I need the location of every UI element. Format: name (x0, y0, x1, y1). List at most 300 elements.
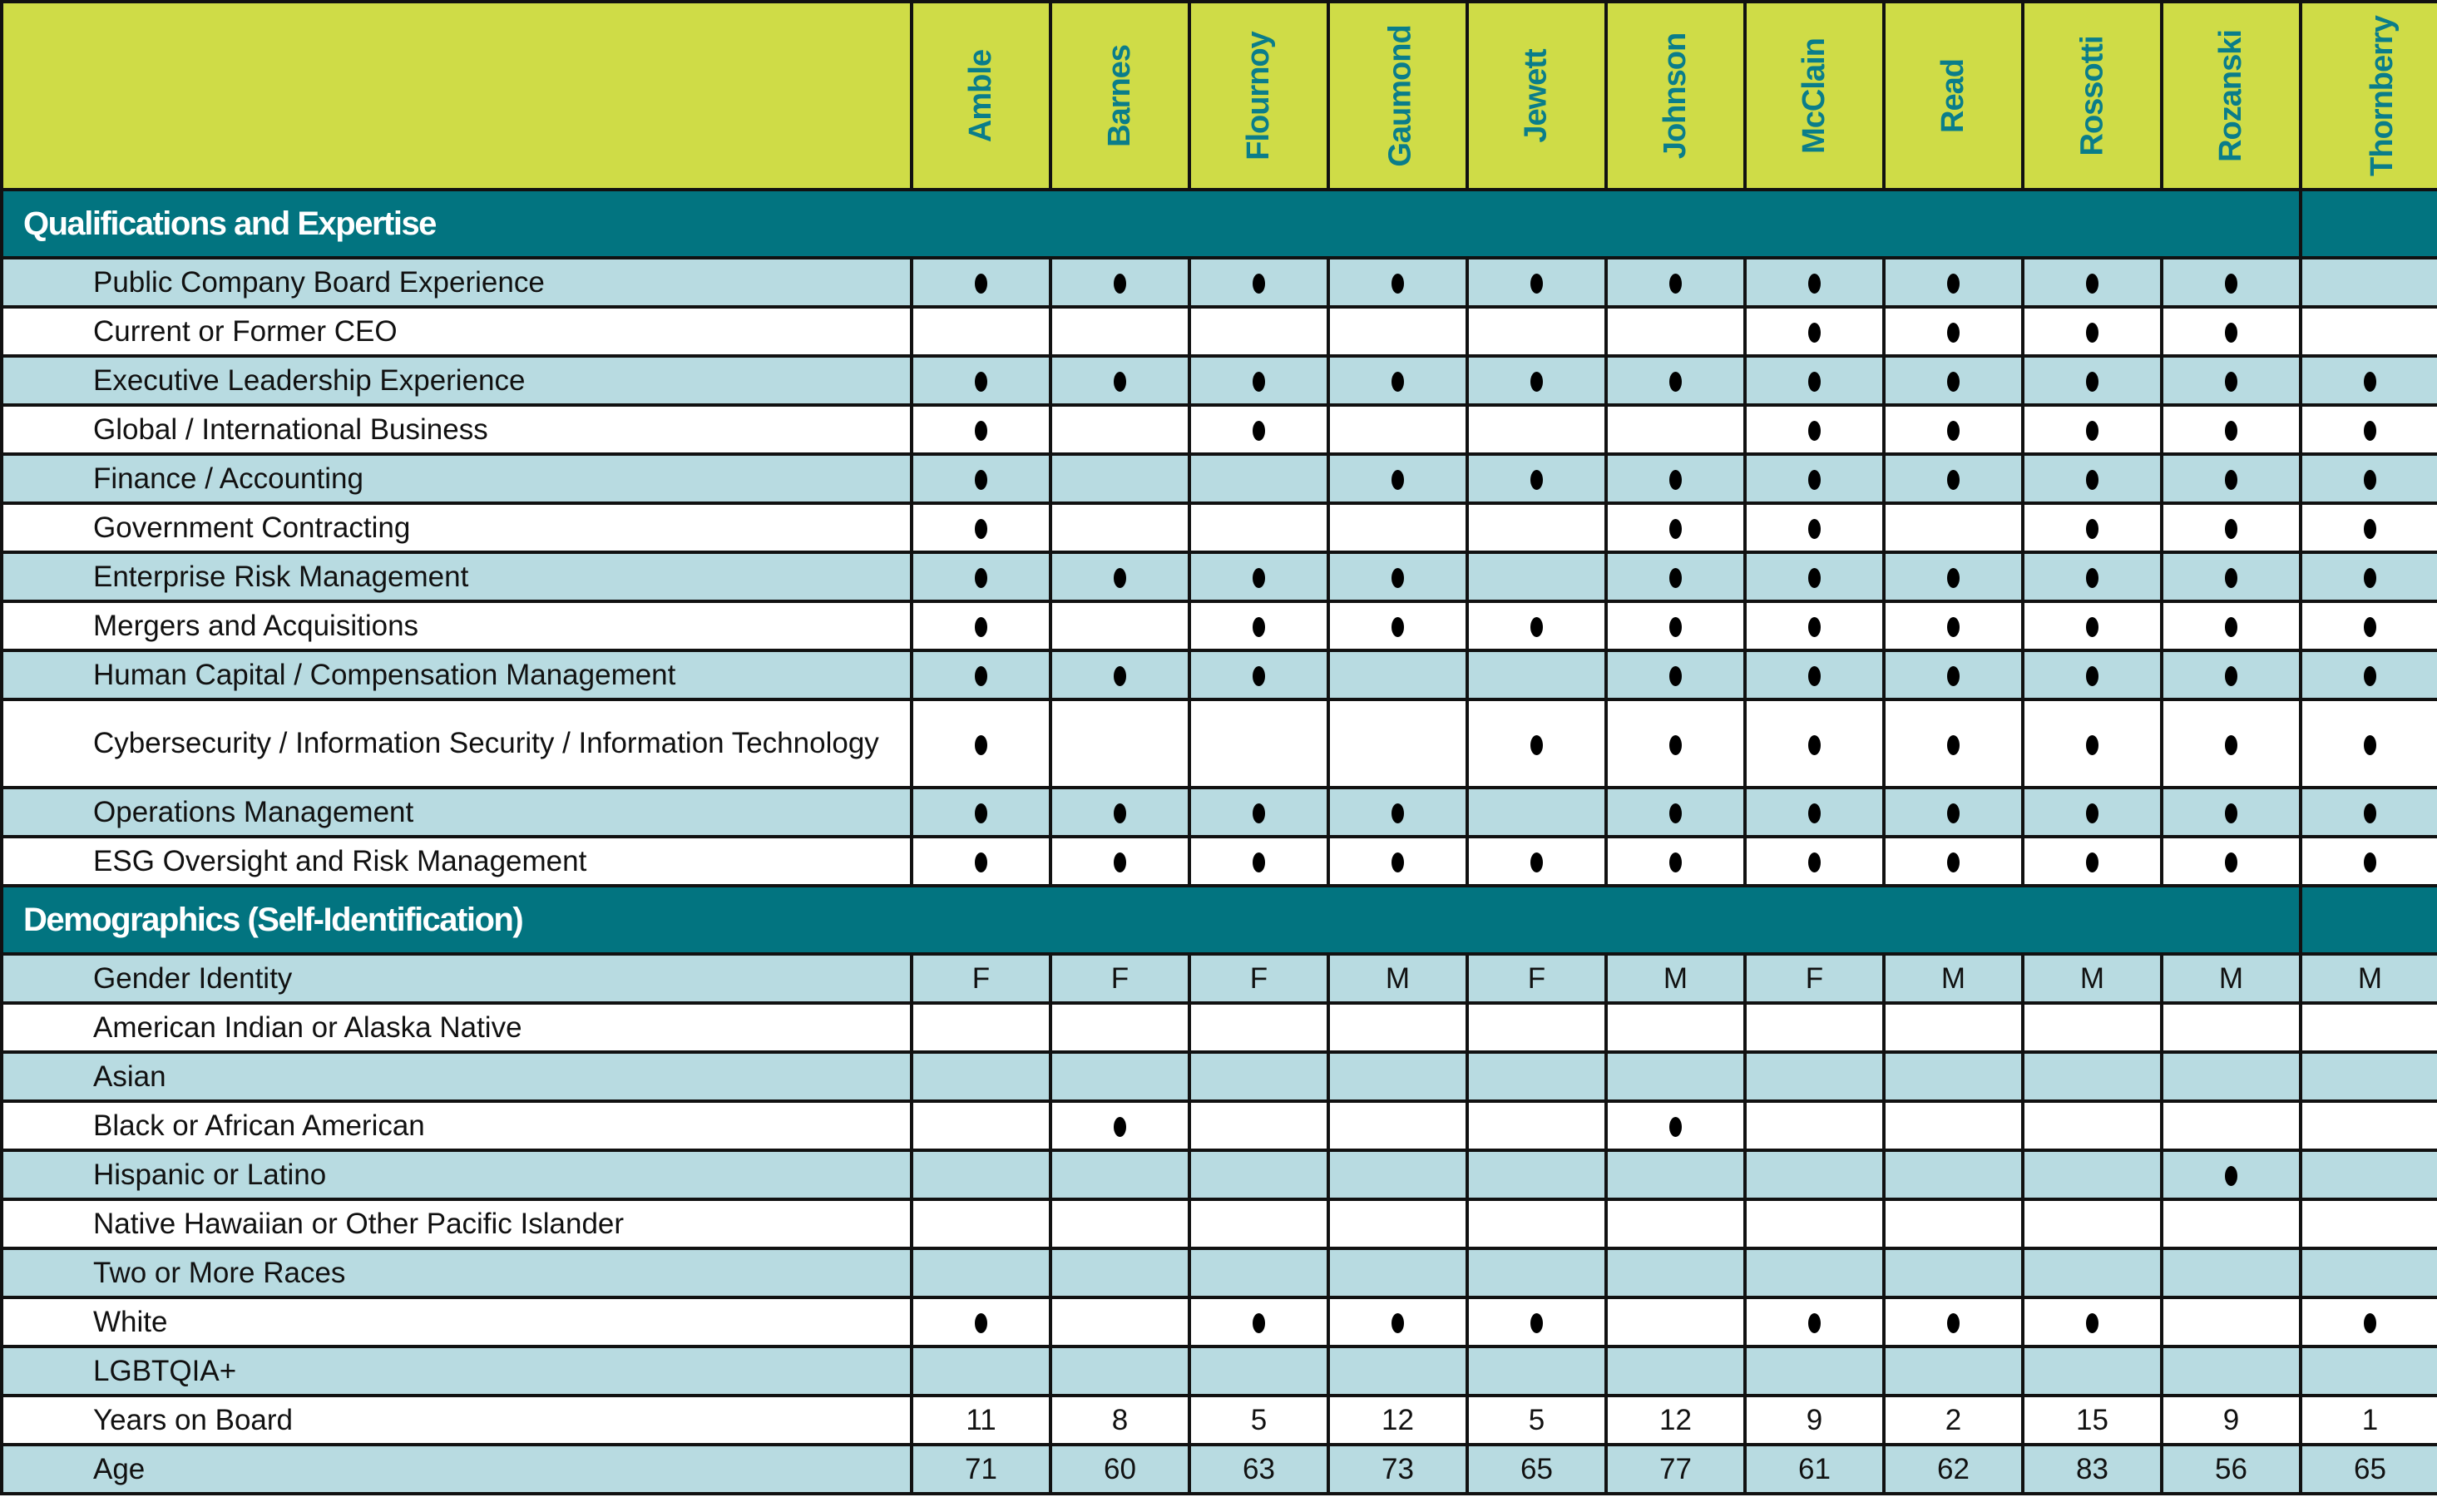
row-label: Mergers and Acquisitions (2, 601, 912, 650)
matrix-cell (1606, 552, 1745, 601)
matrix-cell (2023, 1297, 2162, 1346)
bullet-icon (975, 470, 987, 490)
bullet-icon (1669, 568, 1682, 588)
matrix-cell (1189, 503, 1328, 552)
matrix-cell (1606, 1297, 1745, 1346)
matrix-cell (912, 552, 1050, 601)
bullet-icon (2364, 735, 2376, 755)
bullet-icon (975, 617, 987, 637)
matrix-cell (1467, 405, 1606, 454)
table-row (2, 258, 2437, 307)
table-row (2, 454, 2437, 503)
matrix-cell (1884, 837, 2023, 886)
bullet-icon (1114, 372, 1126, 392)
row-label: Enterprise Risk Management (2, 552, 912, 601)
bullet-icon (2086, 735, 2098, 755)
bullet-icon (2225, 852, 2237, 872)
matrix-cell (2162, 650, 2301, 699)
member-name: Jewett (1519, 48, 1554, 143)
matrix-cell (2301, 1003, 2437, 1052)
matrix-cell (1050, 356, 1189, 405)
matrix-cell (1606, 1248, 1745, 1297)
matrix-cell (912, 356, 1050, 405)
member-name: Read (1935, 58, 1970, 133)
member-name: McClain (1796, 37, 1831, 154)
matrix-cell (1467, 1150, 1606, 1199)
matrix-cell (1745, 552, 1884, 601)
bullet-icon (2364, 852, 2376, 872)
bullet-icon (1669, 852, 1682, 872)
bullet-icon (975, 519, 987, 539)
matrix-cell (1467, 601, 1606, 650)
matrix-cell (2162, 837, 2301, 886)
matrix-cell (912, 1101, 1050, 1150)
matrix-cell (1884, 1101, 2023, 1150)
matrix-cell (1606, 1052, 1745, 1101)
bullet-icon (2086, 803, 2098, 823)
matrix-cell: F (1050, 954, 1189, 1003)
bullet-icon (1530, 852, 1543, 872)
section-header (2, 886, 2437, 954)
matrix-cell (1606, 1199, 1745, 1248)
matrix-cell (1050, 788, 1189, 837)
matrix-cell (1884, 503, 2023, 552)
row-label: Operations Management (2, 788, 912, 837)
bullet-icon (1808, 852, 1821, 872)
row-label: LGBTQIA+ (2, 1346, 912, 1396)
matrix-cell (2023, 405, 2162, 454)
matrix-cell (912, 307, 1050, 356)
row-label: American Indian or Alaska Native (2, 1003, 912, 1052)
bullet-icon (1530, 274, 1543, 294)
matrix-cell (1328, 788, 1467, 837)
bullet-icon (2225, 274, 2237, 294)
matrix-cell: 61 (1745, 1445, 1884, 1494)
matrix-cell (1884, 405, 2023, 454)
matrix-cell (1050, 1199, 1189, 1248)
matrix-cell (1884, 1248, 2023, 1297)
table-row (2, 356, 2437, 405)
matrix-cell (1606, 356, 1745, 405)
matrix-cell: M (2023, 954, 2162, 1003)
matrix-cell (2023, 788, 2162, 837)
matrix-cell (1189, 454, 1328, 503)
matrix-cell (1745, 1052, 1884, 1101)
matrix-cell (2301, 1052, 2437, 1101)
bullet-icon (1530, 735, 1543, 755)
table-row (2, 503, 2437, 552)
bullet-icon (1114, 666, 1126, 686)
matrix-cell (2023, 1150, 2162, 1199)
matrix-cell (2301, 258, 2437, 307)
row-label: Finance / Accounting (2, 454, 912, 503)
matrix-cell (1745, 405, 1884, 454)
bullet-icon (1253, 666, 1265, 686)
member-header (2301, 2, 2437, 190)
matrix-cell: 9 (1745, 1396, 1884, 1445)
matrix-cell (912, 258, 1050, 307)
matrix-cell (1745, 258, 1884, 307)
bullet-icon (1947, 852, 1960, 872)
matrix-cell (1884, 699, 2023, 788)
table-row (2, 1150, 2437, 1199)
row-label: Native Hawaiian or Other Pacific Islander (2, 1199, 912, 1248)
matrix-cell (1467, 356, 1606, 405)
matrix-cell (1328, 601, 1467, 650)
matrix-cell (1745, 601, 1884, 650)
matrix-cell (1050, 503, 1189, 552)
table-row (2, 1297, 2437, 1346)
member-name: Thornberry (2364, 15, 2400, 176)
bullet-icon (1392, 1313, 1404, 1333)
bullet-icon (1808, 323, 1821, 343)
bullet-icon (1669, 666, 1682, 686)
member-header (2162, 2, 2301, 190)
bullet-icon (2086, 421, 2098, 441)
matrix-cell (1606, 258, 1745, 307)
matrix-cell (1328, 454, 1467, 503)
bullet-icon (2225, 323, 2237, 343)
table-row (2, 1346, 2437, 1396)
table-row (2, 1248, 2437, 1297)
matrix-cell (1467, 1346, 1606, 1396)
matrix-cell (1606, 307, 1745, 356)
bullet-icon (1253, 372, 1265, 392)
matrix-cell: 1 (2301, 1396, 2437, 1445)
bullet-icon (1669, 735, 1682, 755)
member-name: Flournoy (1240, 31, 1276, 161)
matrix-cell (1189, 699, 1328, 788)
matrix-body (2, 190, 2437, 1494)
bullet-icon (1947, 735, 1960, 755)
matrix-cell (1328, 1199, 1467, 1248)
matrix-cell: M (1884, 954, 2023, 1003)
table-row (2, 954, 2437, 1003)
matrix-cell: 60 (1050, 1445, 1189, 1494)
matrix-cell (912, 454, 1050, 503)
matrix-cell (1606, 454, 1745, 503)
table-row (2, 1101, 2437, 1150)
matrix-cell (2301, 1346, 2437, 1396)
row-label: Global / International Business (2, 405, 912, 454)
matrix-cell (2301, 454, 2437, 503)
matrix-cell (1884, 1150, 2023, 1199)
matrix-cell (1189, 356, 1328, 405)
matrix-cell (2162, 1297, 2301, 1346)
matrix-cell (1050, 650, 1189, 699)
matrix-cell (2162, 1003, 2301, 1052)
matrix-cell (2301, 356, 2437, 405)
matrix-cell (912, 1297, 1050, 1346)
matrix-cell: 5 (1189, 1396, 1328, 1445)
bullet-icon (2086, 617, 2098, 637)
matrix-cell (2301, 601, 2437, 650)
bullet-icon (1808, 421, 1821, 441)
bullet-icon (2086, 1313, 2098, 1333)
matrix-cell (1467, 552, 1606, 601)
matrix-cell (2023, 1003, 2162, 1052)
bullet-icon (1669, 274, 1682, 294)
matrix-cell (2023, 356, 2162, 405)
matrix-cell (1189, 258, 1328, 307)
bullet-icon (2086, 274, 2098, 294)
matrix-cell (2162, 258, 2301, 307)
table-row (2, 788, 2437, 837)
matrix-cell (2301, 788, 2437, 837)
bullet-icon (1947, 803, 1960, 823)
bullet-icon (1808, 803, 1821, 823)
matrix-cell (1467, 1052, 1606, 1101)
matrix-cell: 8 (1050, 1396, 1189, 1445)
matrix-cell (1050, 1150, 1189, 1199)
bullet-icon (1392, 803, 1404, 823)
matrix-cell (1328, 258, 1467, 307)
matrix-cell (1606, 405, 1745, 454)
bullet-icon (2086, 666, 2098, 686)
matrix-cell (2301, 405, 2437, 454)
matrix-cell (1884, 1297, 2023, 1346)
row-label: Gender Identity (2, 954, 912, 1003)
matrix-cell: 15 (2023, 1396, 2162, 1445)
bullet-icon (1808, 372, 1821, 392)
matrix-cell (1606, 503, 1745, 552)
matrix-cell (2301, 552, 2437, 601)
matrix-cell (1050, 1346, 1189, 1396)
matrix-cell (1328, 1248, 1467, 1297)
row-label: Current or Former CEO (2, 307, 912, 356)
matrix-cell: M (1606, 954, 1745, 1003)
bullet-icon (2364, 519, 2376, 539)
bullet-icon (1392, 372, 1404, 392)
matrix-cell (2023, 1346, 2162, 1396)
matrix-cell (912, 1248, 1050, 1297)
matrix-cell (1467, 1003, 1606, 1052)
matrix-cell (2162, 307, 2301, 356)
matrix-cell: 65 (1467, 1445, 1606, 1494)
matrix-cell (1050, 307, 1189, 356)
bullet-icon (2225, 372, 2237, 392)
matrix-cell (1467, 650, 1606, 699)
matrix-cell (2162, 1199, 2301, 1248)
matrix-cell (2162, 1248, 2301, 1297)
matrix-cell (1745, 1101, 1884, 1150)
member-header (1189, 2, 1328, 190)
member-header (1745, 2, 1884, 190)
bullet-icon (1808, 1313, 1821, 1333)
matrix-cell (2301, 650, 2437, 699)
matrix-cell: 77 (1606, 1445, 1745, 1494)
matrix-cell: 12 (1328, 1396, 1467, 1445)
row-label: Government Contracting (2, 503, 912, 552)
section-title: Qualifications and Expertise (2, 190, 2301, 258)
bullet-icon (2364, 1313, 2376, 1333)
header-corner (2, 2, 912, 190)
bullet-icon (2225, 421, 2237, 441)
matrix-cell (2301, 1101, 2437, 1150)
table-row (2, 1052, 2437, 1101)
matrix-cell (1745, 356, 1884, 405)
matrix-cell (912, 788, 1050, 837)
matrix-cell (1467, 1101, 1606, 1150)
matrix-cell (2023, 1248, 2162, 1297)
matrix-cell (2162, 1346, 2301, 1396)
bullet-icon (2364, 666, 2376, 686)
table-row (2, 601, 2437, 650)
bullet-icon (1392, 852, 1404, 872)
matrix-cell (912, 1150, 1050, 1199)
matrix-cell: F (1745, 954, 1884, 1003)
bullet-icon (975, 274, 987, 294)
bullet-icon (975, 372, 987, 392)
matrix-cell (2162, 1101, 2301, 1150)
matrix-cell (2162, 454, 2301, 503)
member-header (1050, 2, 1189, 190)
row-label: Public Company Board Experience (2, 258, 912, 307)
table-row (2, 699, 2437, 788)
bullet-icon (975, 421, 987, 441)
matrix-cell (1745, 1297, 1884, 1346)
matrix-cell (1884, 307, 2023, 356)
matrix-cell (1884, 650, 2023, 699)
matrix-cell (1328, 405, 1467, 454)
matrix-cell (1189, 307, 1328, 356)
matrix-cell (1884, 356, 2023, 405)
member-name: Rozanski (2212, 29, 2248, 162)
row-label: White (2, 1297, 912, 1346)
matrix-cell (1328, 1150, 1467, 1199)
bullet-icon (1253, 1313, 1265, 1333)
matrix-cell: 11 (912, 1396, 1050, 1445)
matrix-cell (1606, 650, 1745, 699)
row-label: Human Capital / Compensation Management (2, 650, 912, 699)
matrix-cell (912, 601, 1050, 650)
row-label: Cybersecurity / Information Security / Information Technology (2, 699, 912, 788)
matrix-cell (1606, 1150, 1745, 1199)
matrix-cell (2023, 552, 2162, 601)
bullet-icon (1530, 1313, 1543, 1333)
matrix-cell (912, 699, 1050, 788)
matrix-cell (2023, 454, 2162, 503)
matrix-cell: 5 (1467, 1396, 1606, 1445)
matrix-cell: 2 (1884, 1396, 2023, 1445)
matrix-cell (1189, 1150, 1328, 1199)
matrix-cell (2162, 356, 2301, 405)
matrix-cell (1050, 1101, 1189, 1150)
matrix-cell (2301, 1150, 2437, 1199)
row-label: Black or African American (2, 1101, 912, 1150)
table-row (2, 837, 2437, 886)
matrix-cell (1328, 307, 1467, 356)
matrix-cell (2162, 699, 2301, 788)
matrix-cell (1467, 788, 1606, 837)
bullet-icon (2086, 519, 2098, 539)
table-row (2, 552, 2437, 601)
bullet-icon (1114, 568, 1126, 588)
matrix-cell (1884, 552, 2023, 601)
matrix-cell (1745, 307, 1884, 356)
matrix-cell: 83 (2023, 1445, 2162, 1494)
table-row (2, 307, 2437, 356)
matrix-cell (2301, 699, 2437, 788)
bullet-icon (2225, 1166, 2237, 1186)
bullet-icon (2086, 470, 2098, 490)
matrix-cell (912, 405, 1050, 454)
bullet-icon (2225, 735, 2237, 755)
bullet-icon (1947, 421, 1960, 441)
bullet-icon (975, 803, 987, 823)
matrix-cell (1467, 1199, 1606, 1248)
member-name: Rossotti (2074, 36, 2109, 156)
member-header (1467, 2, 1606, 190)
bullet-icon (1114, 852, 1126, 872)
matrix-cell (1884, 601, 2023, 650)
matrix-cell (1050, 837, 1189, 886)
matrix-cell (1189, 650, 1328, 699)
bullet-icon (1669, 617, 1682, 637)
table-row (2, 1396, 2437, 1445)
bullet-icon (1392, 470, 1404, 490)
matrix-cell: 63 (1189, 1445, 1328, 1494)
matrix-cell: M (2162, 954, 2301, 1003)
matrix-cell (1467, 1297, 1606, 1346)
row-label: Executive Leadership Experience (2, 356, 912, 405)
bullet-icon (1947, 666, 1960, 686)
matrix-cell (1745, 788, 1884, 837)
matrix-cell (2162, 788, 2301, 837)
row-label: Two or More Races (2, 1248, 912, 1297)
matrix-cell (1050, 454, 1189, 503)
bullet-icon (2086, 323, 2098, 343)
matrix-cell (1745, 1248, 1884, 1297)
table-row (2, 650, 2437, 699)
matrix-cell: M (1328, 954, 1467, 1003)
matrix-cell (1745, 837, 1884, 886)
matrix-cell (1189, 1199, 1328, 1248)
matrix-cell (912, 1199, 1050, 1248)
bullet-icon (1392, 617, 1404, 637)
bullet-icon (2225, 803, 2237, 823)
row-label: ESG Oversight and Risk Management (2, 837, 912, 886)
matrix-cell (1189, 1346, 1328, 1396)
bullet-icon (1808, 568, 1821, 588)
bullet-icon (1114, 1117, 1126, 1137)
matrix-cell (1467, 454, 1606, 503)
matrix-cell: F (912, 954, 1050, 1003)
row-label: Asian (2, 1052, 912, 1101)
bullet-icon (2225, 519, 2237, 539)
section-header-tail (2301, 886, 2437, 954)
member-name: Barnes (1102, 44, 1137, 147)
matrix-cell (1050, 405, 1189, 454)
matrix-cell (1189, 1003, 1328, 1052)
bullet-icon (1808, 519, 1821, 539)
bullet-icon (2364, 372, 2376, 392)
matrix-cell (1884, 1346, 2023, 1396)
matrix-cell (1328, 356, 1467, 405)
matrix-cell (1606, 837, 1745, 886)
bullet-icon (2225, 617, 2237, 637)
bullet-icon (1253, 421, 1265, 441)
bullet-icon (1947, 274, 1960, 294)
matrix-cell (1745, 503, 1884, 552)
matrix-cell (1328, 503, 1467, 552)
matrix-cell: 73 (1328, 1445, 1467, 1494)
member-name: Gaumond (1382, 24, 1418, 167)
member-header (1884, 2, 2023, 190)
matrix-cell (1050, 1248, 1189, 1297)
bullet-icon (1808, 735, 1821, 755)
bullet-icon (1253, 852, 1265, 872)
